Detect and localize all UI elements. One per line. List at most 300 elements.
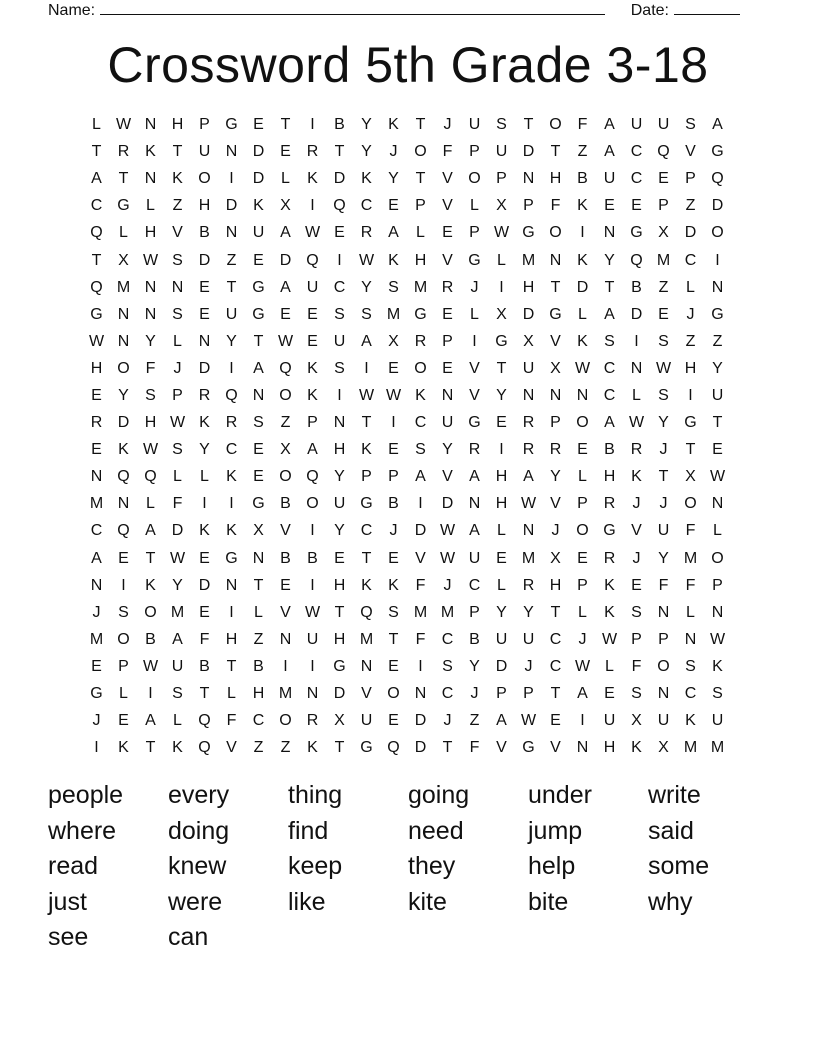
grid-letter[interactable]: U [252,224,265,242]
grid-letter[interactable]: E [199,549,210,567]
grid-letter[interactable]: R [522,414,535,432]
grid-letter[interactable]: H [252,685,265,703]
grid-letter[interactable]: O [117,630,130,648]
grid-letter[interactable]: K [361,170,372,188]
grid-letter[interactable]: P [550,414,561,432]
grid-letter[interactable]: A [469,468,480,486]
grid-letter[interactable]: T [91,143,102,161]
grid-letter[interactable]: I [499,278,504,296]
grid-letter[interactable]: O [279,386,292,404]
grid-letter[interactable]: J [551,522,560,540]
grid-letter[interactable]: Z [253,739,264,757]
grid-letter[interactable]: X [523,332,534,350]
grid-letter[interactable]: O [711,549,724,567]
grid-letter[interactable]: H [90,359,103,377]
grid-letter[interactable]: X [334,712,345,730]
grid-letter[interactable]: P [307,414,318,432]
grid-letter[interactable]: T [415,170,426,188]
grid-letter[interactable]: Q [90,278,103,296]
grid-letter[interactable]: B [199,657,210,675]
grid-letter[interactable]: X [550,359,561,377]
grid-letter[interactable]: L [146,197,155,215]
grid-letter[interactable]: T [172,143,183,161]
grid-letter[interactable]: N [198,332,211,350]
grid-letter[interactable]: J [443,116,452,134]
grid-letter[interactable]: G [360,739,373,757]
grid-letter[interactable]: N [252,549,265,567]
grid-letter[interactable]: M [521,549,536,567]
grid-letter[interactable]: Q [144,468,157,486]
grid-letter[interactable]: L [119,685,128,703]
grid-letter[interactable]: S [685,657,696,675]
grid-letter[interactable]: B [145,630,156,648]
grid-letter[interactable]: K [145,143,156,161]
grid-letter[interactable]: U [333,495,346,513]
grid-letter[interactable]: K [415,386,426,404]
grid-letter[interactable]: K [577,251,588,269]
grid-letter[interactable]: I [94,739,99,757]
grid-letter[interactable]: A [361,332,372,350]
grid-letter[interactable]: A [253,359,264,377]
grid-letter[interactable]: D [576,278,589,296]
grid-letter[interactable]: N [711,603,724,621]
grid-letter[interactable]: U [306,278,319,296]
grid-letter[interactable]: W [574,657,591,675]
grid-letter[interactable]: Y [469,657,480,675]
grid-letter[interactable]: Y [388,170,399,188]
grid-letter[interactable]: H [333,630,346,648]
grid-letter[interactable]: X [658,224,669,242]
grid-letter[interactable]: M [89,495,104,513]
grid-letter[interactable]: G [225,116,238,134]
grid-letter[interactable]: W [169,414,186,432]
grid-letter[interactable]: V [226,739,237,757]
grid-letter[interactable]: K [226,468,237,486]
grid-letter[interactable]: V [685,143,696,161]
grid-letter[interactable]: W [574,359,591,377]
grid-letter[interactable]: N [117,495,130,513]
grid-letter[interactable]: T [145,549,156,567]
grid-letter[interactable]: R [306,143,319,161]
grid-letter[interactable]: O [711,224,724,242]
grid-letter[interactable]: W [601,630,618,648]
grid-letter[interactable]: K [118,441,129,459]
grid-letter[interactable]: G [603,522,616,540]
grid-letter[interactable]: T [550,685,561,703]
grid-letter[interactable]: J [659,441,668,459]
grid-letter[interactable]: N [171,278,184,296]
grid-letter[interactable]: Y [550,468,561,486]
grid-letter[interactable]: A [91,549,102,567]
grid-letter[interactable]: Q [630,251,643,269]
grid-letter[interactable]: Q [657,143,670,161]
grid-letter[interactable]: M [386,305,401,323]
grid-letter[interactable]: A [604,414,615,432]
grid-letter[interactable]: F [145,359,156,377]
grid-letter[interactable]: C [684,685,697,703]
grid-letter[interactable]: S [118,603,129,621]
grid-letter[interactable]: H [144,224,157,242]
grid-letter[interactable]: A [496,712,507,730]
grid-letter[interactable]: P [523,197,534,215]
grid-letter[interactable]: F [415,630,426,648]
grid-letter[interactable]: F [685,576,696,594]
grid-letter[interactable]: J [524,657,533,675]
grid-letter[interactable]: E [442,224,453,242]
grid-letter[interactable]: P [712,576,723,594]
grid-letter[interactable]: X [118,251,129,269]
grid-letter[interactable]: Y [658,549,669,567]
grid-letter[interactable]: Y [361,278,372,296]
grid-letter[interactable]: R [117,143,130,161]
grid-letter[interactable]: I [499,441,504,459]
grid-letter[interactable]: C [441,685,454,703]
grid-letter[interactable]: X [280,441,291,459]
grid-letter[interactable]: U [333,332,346,350]
grid-letter[interactable]: L [173,712,182,730]
grid-letter[interactable]: V [442,197,453,215]
grid-letter[interactable]: C [441,630,454,648]
grid-letter[interactable]: V [550,332,561,350]
grid-letter[interactable]: L [578,468,587,486]
grid-letter[interactable]: V [415,549,426,567]
grid-letter[interactable]: A [145,712,156,730]
grid-letter[interactable]: N [657,603,670,621]
grid-letter[interactable]: P [361,468,372,486]
grid-letter[interactable]: O [684,495,697,513]
grid-letter[interactable]: X [280,197,291,215]
grid-letter[interactable]: T [334,143,345,161]
grid-letter[interactable]: I [391,414,396,432]
grid-letter[interactable]: N [549,386,562,404]
grid-letter[interactable]: A [307,441,318,459]
grid-letter[interactable]: V [550,495,561,513]
grid-letter[interactable]: B [199,224,210,242]
grid-letter[interactable]: U [495,630,508,648]
grid-letter[interactable]: S [361,305,372,323]
grid-letter[interactable]: I [634,332,639,350]
grid-letter[interactable]: M [116,278,131,296]
grid-letter[interactable]: Q [198,739,211,757]
grid-letter[interactable]: W [709,468,726,486]
grid-letter[interactable]: L [200,468,209,486]
grid-letter[interactable]: Q [711,170,724,188]
grid-letter[interactable]: R [603,549,616,567]
grid-letter[interactable]: K [685,712,696,730]
grid-letter[interactable]: P [523,685,534,703]
grid-letter[interactable]: Y [118,386,129,404]
grid-letter[interactable]: P [415,197,426,215]
grid-letter[interactable]: T [118,170,129,188]
grid-letter[interactable]: U [225,305,238,323]
grid-letter[interactable]: D [711,197,724,215]
grid-letter[interactable]: P [469,143,480,161]
grid-letter[interactable]: E [118,712,129,730]
grid-letter[interactable]: G [117,197,130,215]
grid-letter[interactable]: R [441,278,454,296]
grid-letter[interactable]: E [280,143,291,161]
grid-letter[interactable]: T [334,603,345,621]
grid-letter[interactable]: C [549,657,562,675]
grid-letter[interactable]: C [333,278,346,296]
grid-letter[interactable]: E [658,170,669,188]
grid-letter[interactable]: C [90,522,103,540]
grid-letter[interactable]: Y [199,441,210,459]
grid-letter[interactable]: E [388,441,399,459]
grid-letter[interactable]: X [253,522,264,540]
grid-letter[interactable]: N [468,495,481,513]
grid-letter[interactable]: R [306,712,319,730]
grid-letter[interactable]: L [686,278,695,296]
grid-letter[interactable]: P [469,603,480,621]
grid-letter[interactable]: L [173,332,182,350]
grid-letter[interactable]: T [253,332,264,350]
grid-letter[interactable]: O [279,468,292,486]
grid-letter[interactable]: P [199,116,210,134]
grid-letter[interactable]: P [577,576,588,594]
grid-letter[interactable]: K [577,332,588,350]
grid-letter[interactable]: N [117,305,130,323]
grid-letter[interactable]: Q [225,386,238,404]
grid-letter[interactable]: P [685,170,696,188]
grid-letter[interactable]: Z [577,143,588,161]
grid-letter[interactable]: V [280,603,291,621]
grid-letter[interactable]: N [360,657,373,675]
grid-letter[interactable]: X [496,305,507,323]
grid-letter[interactable]: W [115,116,132,134]
grid-letter[interactable]: I [472,332,477,350]
grid-letter[interactable]: W [358,386,375,404]
grid-letter[interactable]: Z [226,251,237,269]
grid-letter[interactable]: V [631,522,642,540]
grid-letter[interactable]: G [711,305,724,323]
grid-letter[interactable]: S [442,657,453,675]
grid-letter[interactable]: E [577,549,588,567]
grid-letter[interactable]: T [604,278,615,296]
grid-letter[interactable]: W [628,414,645,432]
grid-letter[interactable]: Q [360,603,373,621]
grid-letter[interactable]: W [655,359,672,377]
grid-letter[interactable]: W [439,549,456,567]
grid-letter[interactable]: D [414,712,427,730]
grid-letter[interactable]: W [520,712,537,730]
grid-letter[interactable]: L [173,468,182,486]
grid-letter[interactable]: N [279,630,292,648]
grid-letter[interactable]: K [307,359,318,377]
grid-letter[interactable]: C [630,143,643,161]
grid-letter[interactable]: O [468,170,481,188]
grid-letter[interactable]: G [522,224,535,242]
grid-letter[interactable]: E [712,441,723,459]
grid-letter[interactable]: D [225,197,238,215]
grid-letter[interactable]: S [631,603,642,621]
grid-letter[interactable]: N [576,739,589,757]
grid-letter[interactable]: K [604,576,615,594]
grid-letter[interactable]: A [577,685,588,703]
grid-letter[interactable]: E [388,657,399,675]
grid-letter[interactable]: O [576,522,589,540]
grid-letter[interactable]: G [414,305,427,323]
grid-letter[interactable]: Z [685,332,696,350]
grid-letter[interactable]: J [92,712,101,730]
grid-letter[interactable]: Y [361,143,372,161]
grid-letter[interactable]: K [199,522,210,540]
grid-letter[interactable]: I [337,251,342,269]
grid-letter[interactable]: Y [604,251,615,269]
grid-letter[interactable]: V [442,170,453,188]
grid-letter[interactable]: K [226,522,237,540]
grid-letter[interactable]: I [418,495,423,513]
grid-letter[interactable]: U [360,712,373,730]
grid-letter[interactable]: K [712,657,723,675]
grid-letter[interactable]: D [171,522,184,540]
grid-letter[interactable]: N [225,224,238,242]
grid-letter[interactable]: F [550,197,561,215]
grid-letter[interactable]: F [442,143,453,161]
grid-letter[interactable]: P [496,170,507,188]
grid-letter[interactable]: S [172,251,183,269]
grid-letter[interactable]: N [711,495,724,513]
grid-letter[interactable]: H [522,278,535,296]
grid-letter[interactable]: U [603,170,616,188]
grid-letter[interactable]: E [253,468,264,486]
grid-letter[interactable]: S [145,386,156,404]
grid-letter[interactable]: H [549,170,562,188]
grid-letter[interactable]: A [280,224,291,242]
grid-letter[interactable]: R [549,441,562,459]
grid-letter[interactable]: W [169,549,186,567]
grid-letter[interactable]: S [658,332,669,350]
grid-letter[interactable]: N [603,224,616,242]
grid-letter[interactable]: A [388,224,399,242]
grid-letter[interactable]: U [468,116,481,134]
grid-letter[interactable]: S [172,441,183,459]
grid-letter[interactable]: E [631,576,642,594]
grid-letter[interactable]: N [711,278,724,296]
grid-letter[interactable]: Z [280,414,291,432]
grid-letter[interactable]: V [469,359,480,377]
grid-letter[interactable]: L [146,495,155,513]
grid-letter[interactable]: T [415,116,426,134]
grid-letter[interactable]: U [630,116,643,134]
grid-letter[interactable]: W [277,332,294,350]
grid-letter[interactable]: T [550,143,561,161]
grid-letter[interactable]: B [631,278,642,296]
grid-letter[interactable]: S [631,685,642,703]
grid-letter[interactable]: P [172,386,183,404]
grid-letter[interactable]: M [170,603,185,621]
grid-letter[interactable]: K [631,468,642,486]
grid-letter[interactable]: S [388,278,399,296]
grid-letter[interactable]: E [442,305,453,323]
grid-letter[interactable]: C [630,170,643,188]
grid-letter[interactable]: N [144,278,157,296]
grid-letter[interactable]: K [388,251,399,269]
grid-letter[interactable]: G [252,495,265,513]
date-blank-line[interactable] [674,0,740,15]
grid-letter[interactable]: N [144,170,157,188]
grid-letter[interactable]: Y [496,603,507,621]
grid-letter[interactable]: N [522,386,535,404]
grid-letter[interactable]: P [388,468,399,486]
grid-letter[interactable]: E [550,712,561,730]
grid-letter[interactable]: P [118,657,129,675]
grid-letter[interactable]: A [523,468,534,486]
grid-letter[interactable]: A [469,522,480,540]
grid-letter[interactable]: I [310,116,315,134]
grid-letter[interactable]: A [604,305,615,323]
grid-letter[interactable]: J [659,495,668,513]
grid-letter[interactable]: E [631,197,642,215]
grid-letter[interactable]: V [361,685,372,703]
grid-letter[interactable]: I [580,224,585,242]
grid-letter[interactable]: A [604,116,615,134]
grid-letter[interactable]: E [388,712,399,730]
grid-letter[interactable]: S [172,305,183,323]
grid-letter[interactable]: G [468,414,481,432]
grid-letter[interactable]: M [521,251,536,269]
grid-letter[interactable]: K [118,739,129,757]
grid-letter[interactable]: I [121,576,126,594]
grid-letter[interactable]: U [657,712,670,730]
grid-letter[interactable]: S [685,116,696,134]
grid-letter[interactable]: R [225,414,238,432]
grid-letter[interactable]: O [306,495,319,513]
grid-letter[interactable]: M [89,630,104,648]
grid-letter[interactable]: E [253,441,264,459]
grid-letter[interactable]: P [442,332,453,350]
grid-letter[interactable]: W [493,224,510,242]
grid-letter[interactable]: T [361,414,372,432]
grid-letter[interactable]: O [549,116,562,134]
grid-letter[interactable]: X [685,468,696,486]
grid-letter[interactable]: W [142,251,159,269]
grid-letter[interactable]: E [577,441,588,459]
grid-letter[interactable]: L [578,603,587,621]
grid-letter[interactable]: T [712,414,723,432]
grid-letter[interactable]: K [361,576,372,594]
grid-letter[interactable]: K [199,414,210,432]
grid-letter[interactable]: K [172,739,183,757]
grid-letter[interactable]: A [172,630,183,648]
grid-letter[interactable]: G [252,305,265,323]
grid-letter[interactable]: H [549,576,562,594]
grid-letter[interactable]: S [253,414,264,432]
grid-letter[interactable]: W [439,522,456,540]
grid-letter[interactable]: N [90,468,103,486]
grid-letter[interactable]: C [603,359,616,377]
grid-letter[interactable]: T [199,685,210,703]
grid-letter[interactable]: Z [172,197,183,215]
grid-letter[interactable]: L [227,685,236,703]
grid-letter[interactable]: G [90,685,103,703]
grid-letter[interactable]: N [144,305,157,323]
grid-letter[interactable]: K [631,739,642,757]
grid-letter[interactable]: M [683,549,698,567]
grid-letter[interactable]: F [226,712,237,730]
grid-letter[interactable]: T [550,603,561,621]
grid-letter[interactable]: D [252,143,265,161]
grid-letter[interactable]: J [632,549,641,567]
grid-letter[interactable]: E [199,305,210,323]
grid-letter[interactable]: Y [712,359,723,377]
grid-letter[interactable]: S [712,685,723,703]
grid-letter[interactable]: R [414,332,427,350]
grid-letter[interactable]: B [388,495,399,513]
grid-letter[interactable]: X [631,712,642,730]
grid-letter[interactable]: O [279,712,292,730]
grid-letter[interactable]: Y [226,332,237,350]
